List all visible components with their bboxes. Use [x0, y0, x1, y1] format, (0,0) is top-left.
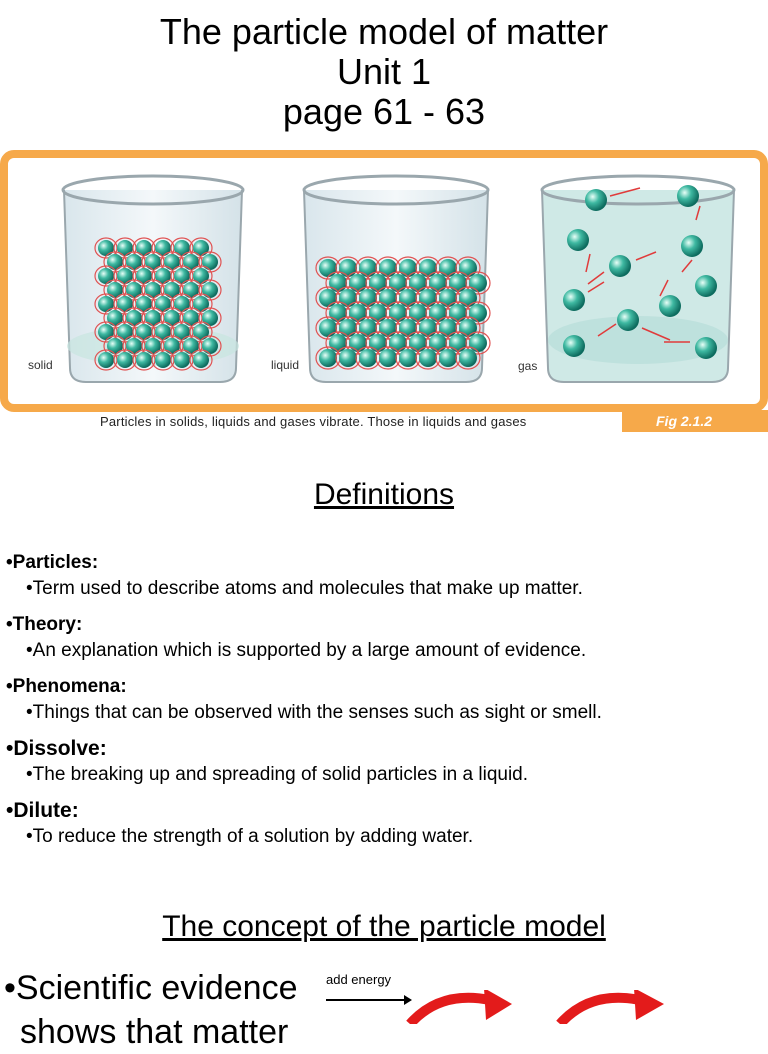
particle [126, 282, 142, 298]
particle [183, 310, 199, 326]
particle [439, 259, 457, 277]
particle [329, 334, 347, 352]
particle [145, 254, 161, 270]
particle [193, 324, 209, 340]
particle [429, 304, 447, 322]
curved-arrow-icon [410, 990, 512, 1024]
particle [155, 324, 171, 340]
particle [439, 319, 457, 337]
particle [449, 274, 467, 292]
particle [155, 268, 171, 284]
particle [117, 296, 133, 312]
particle [164, 338, 180, 354]
definition-term: • Dilute: [6, 798, 768, 824]
particle [459, 289, 477, 307]
particle [107, 282, 123, 298]
particle [202, 254, 218, 270]
particle [563, 335, 585, 357]
particle [409, 304, 427, 322]
definition-text: • To reduce the strength of a solution by adding water. [6, 824, 768, 850]
particle [193, 268, 209, 284]
solid-label: solid [28, 358, 53, 372]
particle [379, 349, 397, 367]
particle [339, 349, 357, 367]
definition-term: • Phenomena: [6, 674, 768, 700]
particle [319, 349, 337, 367]
particle [419, 289, 437, 307]
definitions-heading: Definitions [313, 478, 455, 511]
particle [193, 352, 209, 368]
definition-term: • Particles: [6, 550, 768, 576]
particle [145, 338, 161, 354]
particle [359, 319, 377, 337]
liquid-beaker [304, 176, 490, 382]
particle [117, 268, 133, 284]
concept-text-line-1: Scientific evidence [15, 969, 298, 1007]
particle [164, 254, 180, 270]
particle [399, 289, 417, 307]
particle [459, 259, 477, 277]
particle [677, 185, 699, 207]
particle [117, 352, 133, 368]
particle [379, 319, 397, 337]
particle [449, 304, 467, 322]
particle [183, 254, 199, 270]
particle [117, 240, 133, 256]
particle [389, 304, 407, 322]
solid-beaker [63, 176, 243, 382]
gas-label: gas [518, 359, 538, 373]
particle [349, 304, 367, 322]
particle [155, 240, 171, 256]
figure-tag: Fig 2.1.2 [622, 410, 768, 432]
particle [369, 274, 387, 292]
particle [681, 235, 703, 257]
particle [193, 296, 209, 312]
particle [202, 310, 218, 326]
particle [329, 304, 347, 322]
particle [117, 324, 133, 340]
particle [145, 282, 161, 298]
title-line-2: Unit 1 [336, 51, 432, 92]
particle [419, 349, 437, 367]
particle [98, 268, 114, 284]
particle [399, 319, 417, 337]
solid-particles [95, 238, 221, 370]
particle [459, 349, 477, 367]
particle [567, 229, 589, 251]
particle [126, 310, 142, 326]
particle [155, 296, 171, 312]
particle [389, 274, 407, 292]
particle [419, 259, 437, 277]
definition-text: • The breaking up and spreading of solid particles in a liquid. [6, 762, 768, 788]
particle [369, 334, 387, 352]
particle [136, 268, 152, 284]
particle [136, 240, 152, 256]
particle [379, 289, 397, 307]
particle [429, 334, 447, 352]
particle [609, 255, 631, 277]
particle [369, 304, 387, 322]
particle [399, 259, 417, 277]
add-energy-arrow-icon [326, 995, 412, 1005]
particle [359, 259, 377, 277]
particle [98, 240, 114, 256]
beakers-illustration [0, 150, 768, 412]
definition-text: • Term used to describe atoms and molecules that make up matter. [6, 576, 768, 602]
gas-beaker [542, 176, 734, 382]
particle [563, 289, 585, 311]
particle [174, 324, 190, 340]
particle [419, 319, 437, 337]
particle [319, 289, 337, 307]
particle [459, 319, 477, 337]
title-line-3: page 61 - 63 [282, 91, 486, 132]
curved-arrow-icon [560, 990, 664, 1024]
particle [126, 254, 142, 270]
definition-term: • Theory: [6, 612, 768, 638]
particle [174, 352, 190, 368]
particle [174, 240, 190, 256]
particle [469, 334, 487, 352]
particle [319, 259, 337, 277]
particle [429, 274, 447, 292]
particle [107, 254, 123, 270]
particle [174, 296, 190, 312]
particle [202, 338, 218, 354]
particle [98, 352, 114, 368]
particle [164, 282, 180, 298]
definition-term: • Dissolve: [6, 736, 768, 762]
particle [409, 334, 427, 352]
definition-text: • Things that can be observed with the senses such as sight or smell. [6, 700, 768, 726]
particle [98, 324, 114, 340]
particle [617, 309, 639, 331]
page-title [0, 12, 768, 132]
particle [359, 289, 377, 307]
particle [136, 352, 152, 368]
particle [107, 338, 123, 354]
particle [329, 274, 347, 292]
particle [107, 310, 123, 326]
concept-text-line-2: shows that matter [20, 1013, 289, 1051]
particle [659, 295, 681, 317]
particle [98, 296, 114, 312]
particle [339, 289, 357, 307]
particle [164, 310, 180, 326]
liquid-label: liquid [271, 358, 300, 372]
particle [193, 240, 209, 256]
particle [449, 334, 467, 352]
particle [439, 349, 457, 367]
particle [695, 275, 717, 297]
particle [183, 282, 199, 298]
add-energy-label: add energy [326, 972, 392, 987]
definitions-list [6, 548, 768, 860]
particle [409, 274, 427, 292]
particle [339, 259, 357, 277]
particle [469, 274, 487, 292]
particle [399, 349, 417, 367]
concept-heading: The concept of the particle model [162, 910, 606, 943]
definition-text: • An explanation which is supported by a large amount of evidence. [6, 638, 768, 664]
particle [145, 310, 161, 326]
particle [695, 337, 717, 359]
particle [349, 274, 367, 292]
particle [202, 282, 218, 298]
particle [126, 338, 142, 354]
particle [439, 289, 457, 307]
figure-caption: Particles in solids, liquids and gases vibrate. Those in liquids and gases [100, 414, 527, 429]
particle [469, 304, 487, 322]
particle [359, 349, 377, 367]
energy-arrows [0, 990, 768, 1024]
particle [339, 319, 357, 337]
particle [349, 334, 367, 352]
particle [174, 268, 190, 284]
particle [155, 352, 171, 368]
particle [585, 189, 607, 211]
particle [319, 319, 337, 337]
liquid-particles [316, 257, 490, 369]
particle [136, 324, 152, 340]
particle [183, 338, 199, 354]
particle [136, 296, 152, 312]
particle [379, 259, 397, 277]
title-line-1: The particle model of matter [159, 11, 609, 52]
particle [389, 334, 407, 352]
